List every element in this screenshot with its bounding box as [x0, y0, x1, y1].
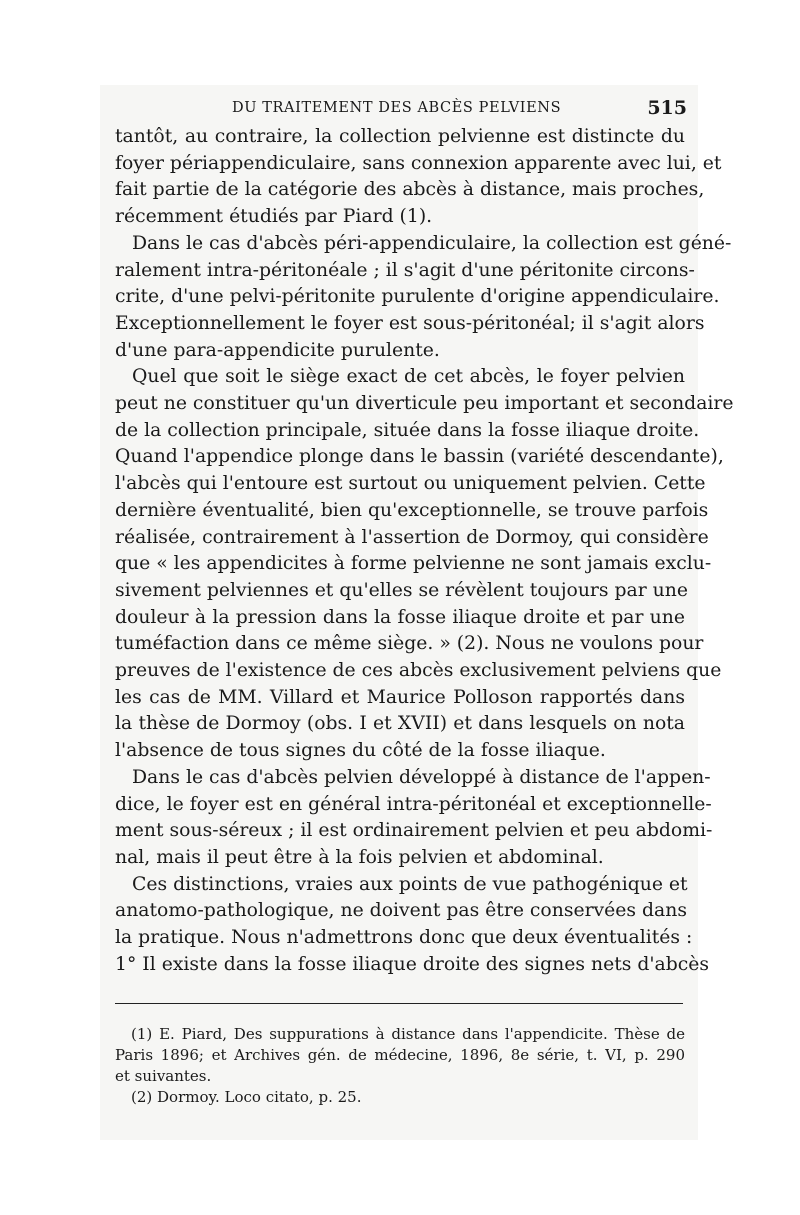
text-line: la pratique. Nous n'admettrons donc que deux éventualités : [115, 927, 693, 949]
text-line: douleur à la pression dans la fosse iliaque droite et par une [115, 606, 685, 628]
text-line: l'absence de tous signes du côté de la fosse iliaque. [115, 740, 606, 762]
text-line: de la collection principale, située dans la fosse iliaque droite. [115, 419, 700, 441]
text-line: l'abcès qui l'entoure est surtout ou uniquement pelvien. Cette [115, 473, 706, 495]
body-text [115, 124, 734, 979]
footnotes [115, 1024, 685, 1108]
footnote-rule [115, 1003, 683, 1004]
footnote-line: (2) Dormoy. Loco citato, p. 25. [131, 1087, 362, 1106]
text-line: Ces distinctions, vraies aux points de vue pathogénique et [132, 873, 688, 895]
footnote-line: Paris 1896; et Archives gén. de médecine, 1896, 8e série, t. VI, p. 290 [115, 1045, 685, 1064]
book-page [115, 97, 734, 1108]
text-line: ment sous-séreux ; il est ordinairement pelvien et peu abdomi- [115, 820, 713, 842]
text-line: nal, mais il peut être à la fois pelvien et abdominal. [115, 846, 604, 868]
text-line: récemment étudiés par Piard (1). [115, 206, 433, 228]
text-line: que « les appendicites à forme pelvienne ne sont jamais exclu- [115, 553, 712, 575]
text-line: Dans le cas d'abcès pelvien développé à distance de l'appen- [132, 766, 711, 788]
text-line: dernière éventualité, bien qu'exceptionnelle, se trouve parfois [115, 499, 709, 521]
footnote-line: (1) E. Piard, Des suppurations à distance dans l'appendicite. Thèse de [131, 1024, 685, 1043]
text-line: d'une para-appendicite purulente. [115, 339, 440, 361]
text-line: la thèse de Dormoy (obs. I et XVII) et dans lesquels on nota [115, 713, 685, 735]
text-line: les cas de MM. Villard et Maurice Polloson rapportés dans [115, 686, 685, 708]
text-line: peut ne constituer qu'un diverticule peu important et secondaire [115, 393, 734, 415]
text-line: anatomo-pathologique, ne doivent pas être conservées dans [115, 900, 687, 922]
text-line: crite, d'une pelvi-péritonite purulente d'origine appendiculaire. [115, 286, 720, 308]
text-line: Quel que soit le siège exact de cet abcès, le foyer pelvien [132, 366, 685, 388]
text-line: 1° Il existe dans la fosse iliaque droite des signes nets d'abcès [115, 953, 710, 975]
footnote-2 [115, 1087, 685, 1108]
running-title: DU TRAITEMENT DES ABCÈS PELVIENS [232, 100, 562, 116]
footnote-line: et suivantes. [115, 1066, 212, 1085]
text-line: Dans le cas d'abcès péri-appendiculaire, la collection est géné- [132, 232, 732, 254]
text-line: preuves de l'existence de ces abcès exclusivement pelviens que [115, 660, 722, 682]
text-line: Exceptionnellement le foyer est sous-péritonéal; il s'agit alors [115, 312, 705, 334]
text-line: dice, le foyer est en général intra-péritonéal et exceptionnelle- [115, 793, 712, 815]
running-head [120, 97, 687, 124]
text-line: ralement intra-péritonéale ; il s'agit d'une péritonite circons- [115, 259, 695, 281]
page-number: 515 [647, 97, 687, 119]
text-line: foyer périappendiculaire, sans connexion apparente avec lui, et [115, 152, 722, 174]
text-line: fait partie de la catégorie des abcès à distance, mais proches, [115, 179, 705, 201]
text-line: sivement pelviennes et qu'elles se révèlent toujours par une [115, 579, 688, 601]
text-line: tantôt, au contraire, la collection pelvienne est distincte du [115, 126, 685, 147]
text-line: réalisée, contrairement à l'assertion de Dormoy, qui considère [115, 526, 709, 548]
text-line: tuméfaction dans ce même siège. » (2). Nous ne voulons pour [115, 633, 704, 655]
text-line: Quand l'appendice plonge dans le bassin (variété descendante), [115, 446, 724, 468]
footnote-1 [115, 1024, 685, 1087]
